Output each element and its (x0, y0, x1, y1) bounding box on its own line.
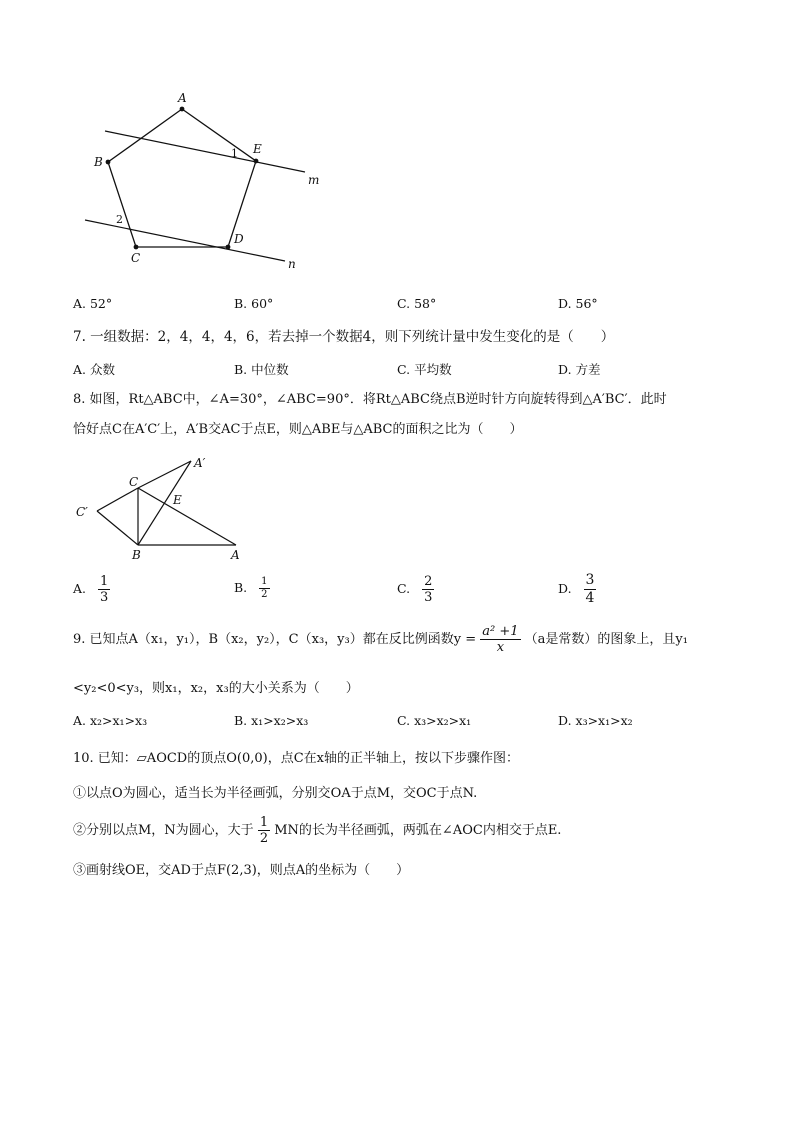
label-C: C (129, 475, 139, 489)
label-n: n (288, 257, 296, 271)
q8-option-c-label: C. (397, 581, 411, 596)
label-C: C (131, 251, 141, 265)
q8-option-d-num: 3 (585, 572, 595, 588)
q9-suffix: （a是常数）的图象上，且y₁ (524, 632, 688, 647)
q8-option-a-label: A. (73, 581, 87, 596)
q6-option-d[interactable]: D. 56° (558, 296, 598, 311)
q7-option-d[interactable]: D. 方差 (558, 362, 601, 377)
q10-step2-denominator: 2 (259, 831, 269, 846)
q10-step2-post: MN的长为半径画弧，两弧在∠AOC内相交于点E. (274, 823, 562, 838)
q8-option-a[interactable] (73, 574, 110, 605)
label-B: B (132, 548, 141, 562)
q10-step2-numerator: 1 (259, 815, 269, 830)
q8-text-line1: 8. 如图，Rt△ABC中，∠A=30°，∠ABC=90°．将Rt△ABC绕点B逆时针方向旋转得到△A′BC′．此时 (73, 392, 667, 407)
q9-option-d[interactable]: D. x₃>x₁>x₂ (558, 713, 633, 728)
line-m (105, 131, 305, 172)
q9-option-c[interactable]: C. x₃>x₂>x₁ (397, 713, 472, 728)
q9-option-b[interactable]: B. x₁>x₂>x₃ (234, 713, 309, 728)
q9-prefix: 9. 已知点A（x₁，y₁），B（x₂，y₂），C（x₃，y₃）都在反比例函数y = (73, 632, 477, 647)
q10-step2-pre: ②分别以点M，N为圆心，大于 (73, 823, 254, 838)
q8-option-a-num: 1 (100, 574, 109, 589)
q8-option-c[interactable] (397, 574, 434, 605)
q10-step1: ①以点O为圆心，适当长为半径画弧，分别交OA于点M，交OC于点N. (73, 786, 478, 801)
q8-option-b-den: 2 (261, 589, 268, 600)
q8-option-d[interactable] (558, 572, 596, 607)
q8-option-c-den: 3 (424, 590, 433, 605)
q10-text-line1: 10. 已知：▱AOCD的顶点O(0,0)，点C在x轴的正半轴上，按以下步骤作图： (73, 751, 519, 766)
pentagon-abcde (108, 109, 256, 247)
q7-option-c[interactable]: C. 平均数 (397, 362, 452, 377)
q8-text-line2: 恰好点C在A′C′上，A′B交AC于点E，则△ABE与△ABC的面积之比为（ ） (73, 422, 523, 437)
q10-step3: ③画射线OE，交AD于点F(2,3)，则点A的坐标为（ ） (73, 863, 410, 878)
q8-option-b-num: 1 (261, 576, 268, 587)
q7-option-a[interactable]: A. 众数 (73, 362, 115, 377)
label-E: E (173, 493, 182, 507)
q9-fraction-numerator: a² +1 (482, 624, 519, 639)
q8-option-d-den: 4 (585, 590, 595, 606)
label-C1: C′ (76, 505, 88, 519)
q9-option-a[interactable]: A. x₂>x₁>x₃ (73, 713, 148, 728)
q8-option-b[interactable] (234, 576, 270, 601)
label-B: B (94, 155, 103, 169)
q6-option-b[interactable]: B. 60° (234, 296, 274, 311)
q7-text: 7. 一组数据：2，4，4，4，6，若去掉一个数据4，则下列统计量中发生变化的是（ ） (73, 329, 615, 345)
label-A: A (178, 91, 187, 105)
q8-option-d-label: D. (558, 581, 572, 596)
label-angle1: 1 (231, 147, 238, 160)
q8-option-c-num: 2 (424, 574, 433, 589)
q6-pentagon-figure (70, 85, 330, 275)
label-A: A (231, 548, 240, 562)
line-n (85, 220, 285, 261)
q8-option-a-den: 3 (100, 590, 109, 605)
label-m: m (308, 173, 320, 187)
q9-fraction-denominator: x (496, 640, 505, 655)
label-D: D (234, 232, 244, 246)
q9-text-line2: <y₂<0<y₃，则x₁，x₂，x₃的大小关系为（ ） (73, 681, 359, 696)
label-E: E (253, 142, 262, 156)
label-angle2: 2 (116, 213, 123, 226)
q7-option-b[interactable]: B. 中位数 (234, 362, 289, 377)
q8-option-b-label: B. (234, 580, 248, 595)
q9-text-line1 (73, 624, 688, 655)
q10-step2 (73, 815, 561, 846)
q8-triangle-figure (70, 450, 255, 565)
q6-option-c[interactable]: C. 58° (397, 296, 437, 311)
q6-option-a[interactable]: A. 52° (73, 296, 113, 311)
label-A1: A′ (194, 456, 206, 470)
